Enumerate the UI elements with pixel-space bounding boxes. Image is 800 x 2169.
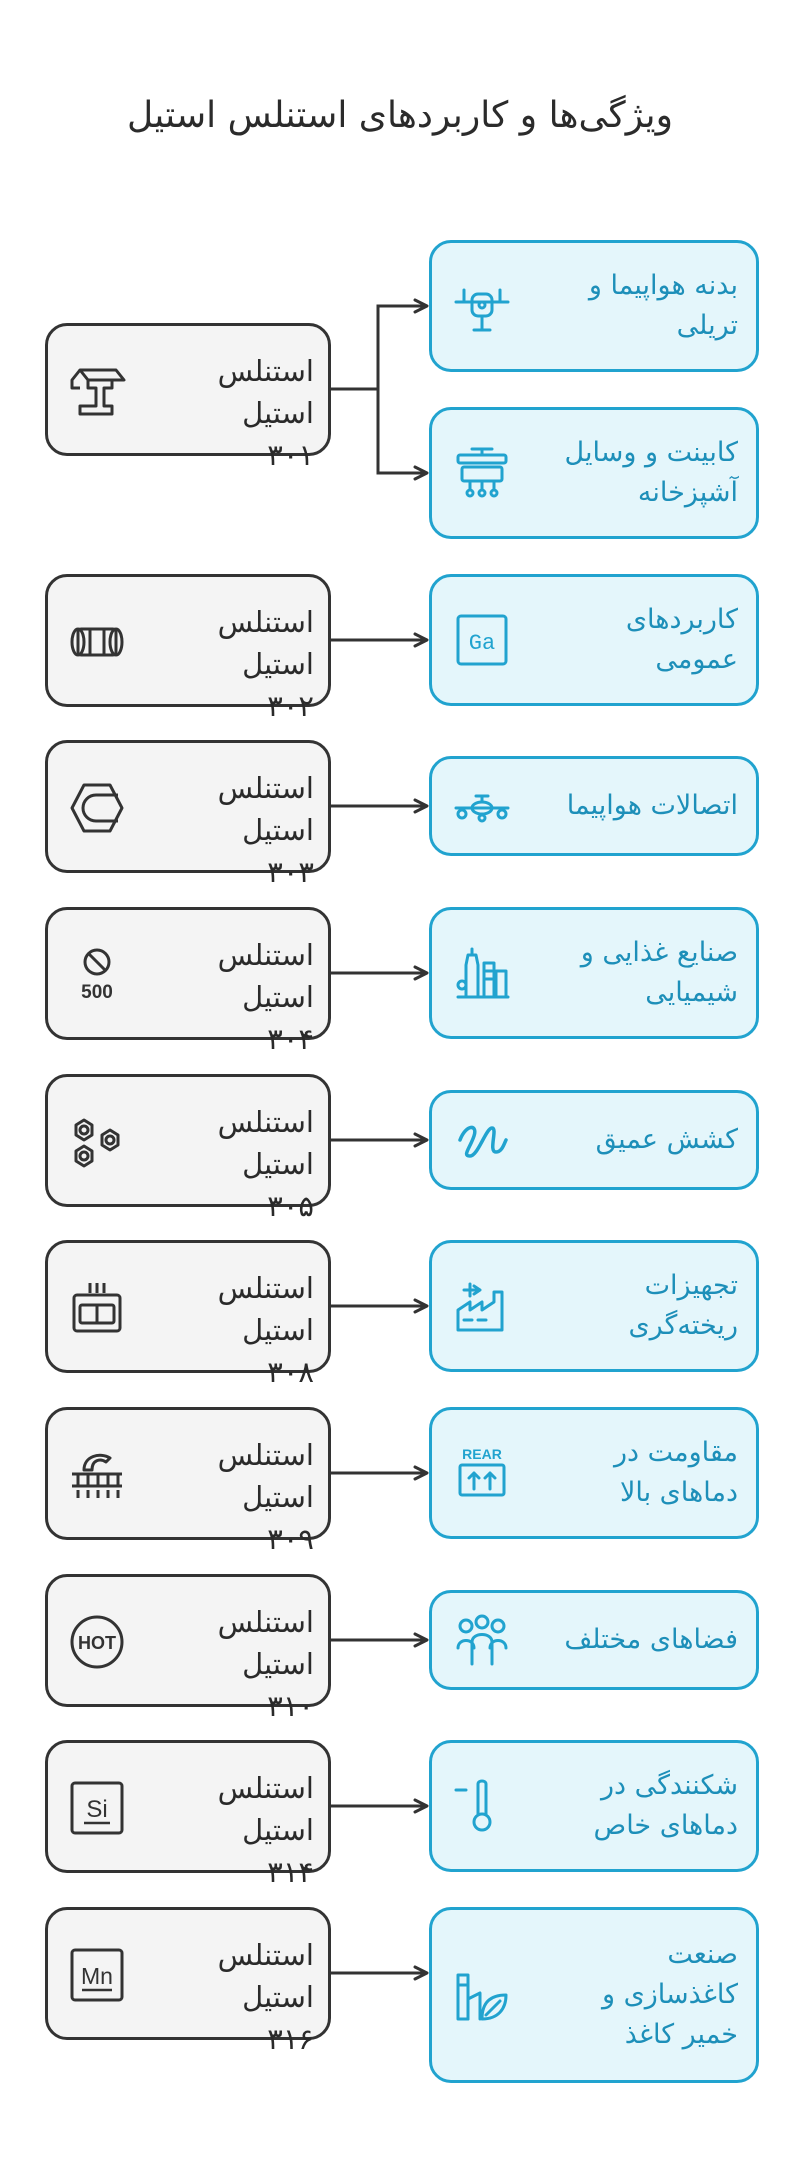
chemical-plant-icon <box>452 943 512 1003</box>
icon-label: HOT <box>78 1633 116 1653</box>
steel-beam-icon <box>66 360 128 422</box>
source-name: استنلس استیل <box>217 1938 314 2014</box>
target-line: خمیر کاغذ <box>624 2019 738 2050</box>
source-grade: ۳۰۴ <box>267 1022 314 1056</box>
source-name: استنلس استیل <box>217 605 314 681</box>
gallium-element-icon <box>452 610 512 670</box>
node-aircraft-fittings[interactable] <box>429 756 759 856</box>
source-grade: ۳۰۹ <box>267 1522 314 1556</box>
icon-label: Si <box>86 1796 108 1823</box>
target-line: اتصالات هواپیما <box>566 790 738 821</box>
node-steel-304[interactable] <box>45 907 331 1056</box>
nut-icon <box>66 777 128 839</box>
source-name: استنلس استیل <box>217 771 314 847</box>
target-line: عمومی <box>655 644 738 675</box>
source-grade: ۳۰۸ <box>267 1355 314 1389</box>
node-foundry-equipment[interactable] <box>429 1240 759 1372</box>
source-name: استنلس استیل <box>217 1271 314 1347</box>
icon-label: Ga <box>468 631 496 656</box>
people-group-icon <box>452 1610 512 1670</box>
foundry-icon <box>452 1276 512 1336</box>
target-line: صنایع غذایی و <box>580 937 738 968</box>
airplane-icon <box>452 276 512 336</box>
node-brittleness-specific-temps[interactable] <box>429 1740 759 1872</box>
node-paper-pulp-industry[interactable] <box>429 1907 759 2083</box>
icon-label: REAR <box>462 1446 502 1462</box>
target-line: کابینت و وسایل <box>564 437 738 468</box>
kitchen-icon <box>452 443 512 503</box>
manganese-element-icon <box>66 1944 128 2006</box>
source-grade: ۳۱۴ <box>267 1855 314 1889</box>
target-line: کاغذسازی و <box>601 1979 738 2010</box>
node-deep-drawing[interactable] <box>429 1090 759 1190</box>
node-food-chemical-industries[interactable] <box>429 907 759 1039</box>
no-sign-500-icon <box>66 944 128 1006</box>
thermometer-icon <box>452 1776 512 1836</box>
source-name: استنلس استیل <box>217 1771 314 1847</box>
cooking-tray-icon <box>66 1277 128 1339</box>
icon-label: Mn <box>81 1963 113 1989</box>
node-aircraft-body-trailer[interactable] <box>429 240 759 372</box>
silicon-element-icon <box>66 1777 128 1839</box>
target-line: آشپزخانه <box>637 477 738 508</box>
target-line: فضاهای مختلف <box>564 1624 738 1655</box>
source-name: استنلس استیل <box>217 1105 314 1181</box>
node-steel-310[interactable] <box>45 1574 331 1723</box>
source-grade: ۳۰۲ <box>267 689 314 723</box>
diagram-title: ویژگی‌ها و کاربردهای استنلس استیل <box>127 95 673 136</box>
icon-label: 500 <box>81 982 113 1003</box>
node-steel-303[interactable] <box>45 740 331 889</box>
target-line: بدنه هواپیما و <box>588 270 738 301</box>
node-steel-314[interactable] <box>45 1740 331 1889</box>
connector-301-to-aircraft-body <box>331 306 427 389</box>
source-grade: ۳۰۱ <box>267 438 314 472</box>
node-kitchen-cabinets[interactable] <box>429 407 759 539</box>
paper-factory-icon <box>452 1965 512 2025</box>
hex-nuts-icon <box>66 1111 128 1173</box>
source-grade: ۳۰۳ <box>267 855 314 889</box>
target-line: تریلی <box>676 310 738 341</box>
connector-301-to-kitchen <box>331 389 427 473</box>
source-name: استنلس استیل <box>217 938 314 1014</box>
airplane-small-icon <box>452 776 512 836</box>
node-general-applications[interactable] <box>429 574 759 706</box>
source-name: استنلس استیل <box>217 354 314 430</box>
node-steel-309[interactable] <box>45 1407 331 1556</box>
target-line: تجهیزات <box>644 1270 738 1301</box>
node-steel-301[interactable] <box>45 323 331 472</box>
target-line: شیمیایی <box>645 977 738 1008</box>
node-steel-316[interactable] <box>45 1907 331 2056</box>
node-high-temperature-resistance[interactable] <box>429 1407 759 1539</box>
target-line: دماهای خاص <box>593 1810 738 1841</box>
target-line: ریخته‌گری <box>628 1310 738 1341</box>
node-steel-308[interactable] <box>45 1240 331 1389</box>
target-line: صنعت <box>667 1939 738 1970</box>
source-name: استنلس استیل <box>217 1605 314 1681</box>
squiggle-icon <box>452 1110 512 1170</box>
rear-heater-icon <box>452 1443 512 1503</box>
source-grade: ۳۱۰ <box>267 1689 314 1723</box>
hot-badge-icon <box>66 1611 128 1673</box>
node-steel-305[interactable] <box>45 1074 331 1223</box>
target-line: شکنندگی در <box>600 1770 738 1801</box>
source-grade: ۳۱۶ <box>267 2022 314 2056</box>
source-name: استنلس استیل <box>217 1438 314 1514</box>
target-line: کشش عمیق <box>595 1124 738 1155</box>
node-steel-302[interactable] <box>45 574 331 723</box>
node-various-spaces[interactable] <box>429 1590 759 1690</box>
target-line: مقاومت در <box>613 1437 738 1468</box>
source-grade: ۳۰۵ <box>267 1189 314 1223</box>
target-line: کاربردهای <box>625 604 738 635</box>
cylinder-roll-icon <box>66 611 128 673</box>
heating-bread-icon <box>66 1444 128 1506</box>
target-line: دماهای بالا <box>619 1477 738 1508</box>
